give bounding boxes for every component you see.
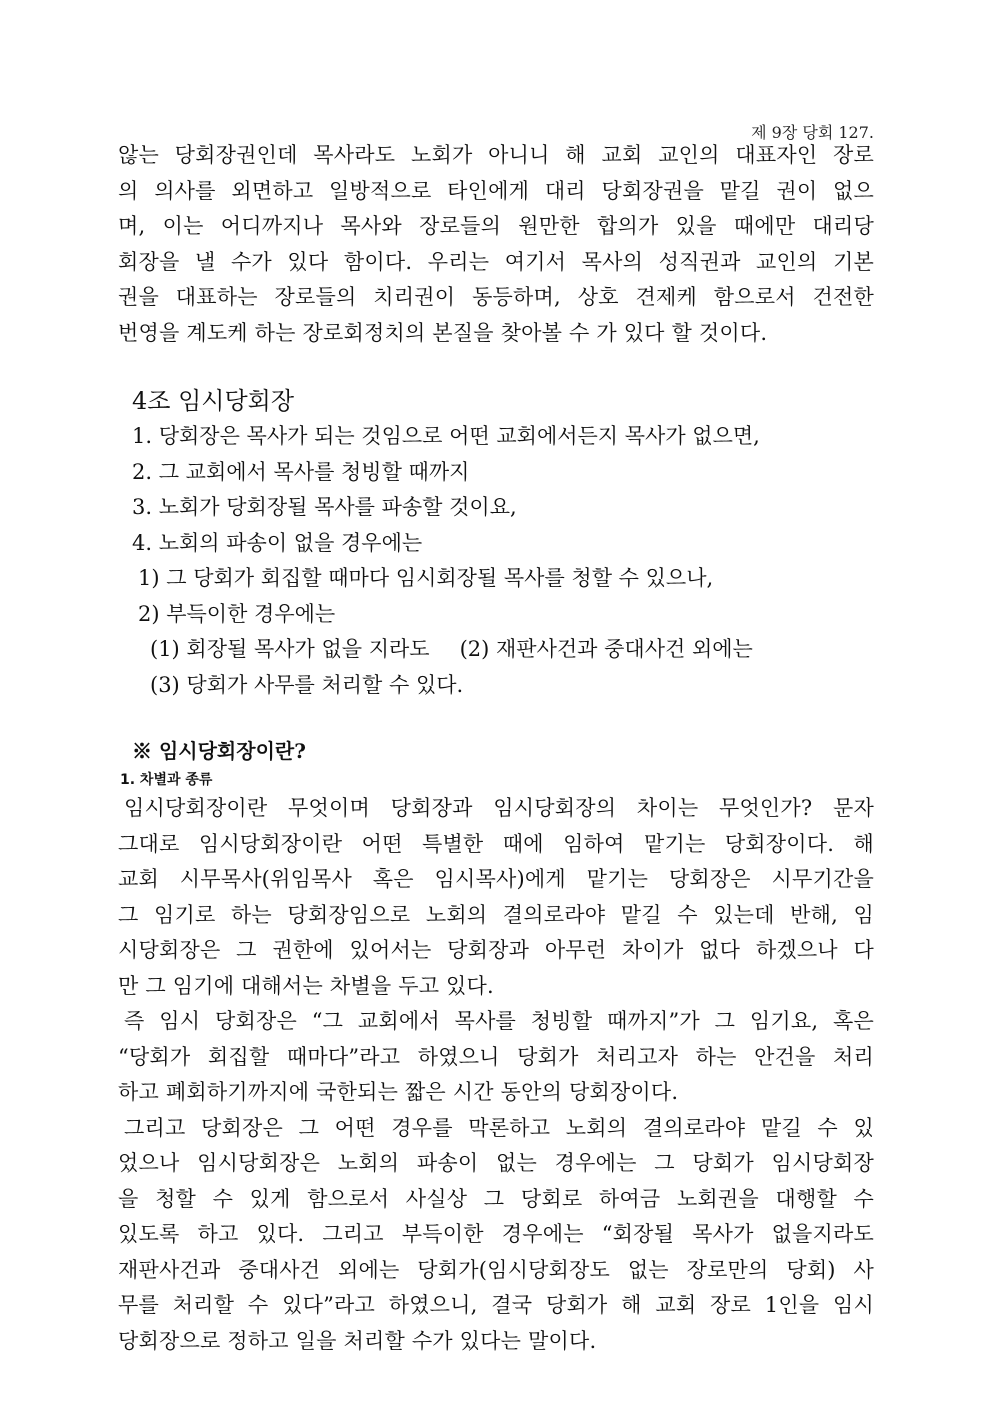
note-title: ※ 임시당회장이란? <box>132 739 306 763</box>
text-line: 그리고 당회장은 그 어떤 경우를 막론하고 노회의 결의로라야 맡길 수 있 <box>124 1115 874 1140</box>
list-item: 4. 노회의 파송이 없을 경우에는 <box>132 530 423 555</box>
page-header: 제 9장 당회 127. <box>751 123 874 142</box>
list-item: 1. 당회장은 목사가 되는 것임으로 어떤 교회에서든지 목사가 없으면, <box>132 424 760 448</box>
text-line: 하고 폐회하기까지에 국한되는 짧은 시간 동안의 당회장이다. <box>118 1080 679 1104</box>
text-line: 재판사건과 중대사건 외에는 당회가(임시당회장도 없는 장로만의 당회) 사 <box>118 1257 874 1282</box>
text-line: 의 의사를 외면하고 일방적으로 타인에게 대리 당회장권을 맡길 권이 없으 <box>118 178 874 203</box>
list-subitem: (1) 회장될 목사가 없을 지라도 <box>150 637 430 661</box>
intro-paragraph <box>118 138 874 351</box>
text-line: 시당회장은 그 권한에 있어서는 당회장과 아무런 차이가 없다 하겠으나 다 <box>118 938 874 962</box>
text-line: 었으나 임시당회장은 노회의 파송이 없는 경우에는 그 당회가 임시당회장 <box>118 1151 874 1175</box>
text-line: 번영을 계도케 하는 장로회정치의 본질을 찾아볼 수 가 있다 할 것이다. <box>118 320 768 345</box>
page-body <box>118 138 874 1359</box>
text-line: “당회가 회집할 때마다”라고 하였으니 당회가 처리고자 하는 안건을 처리 <box>118 1044 874 1069</box>
text-line: 즉 임시 당회장은 “그 교회에서 목사를 청빙할 때까지”가 그 임기요, 혹은 <box>124 1009 874 1033</box>
note-subtitle: 1. 차별과 종류 <box>120 772 213 788</box>
text-line: 있도록 하고 있다. 그리고 부득이한 경우에는 “회장될 목사가 없을지라도 <box>118 1222 874 1246</box>
text-line: 만 그 임기에 대해서는 차별을 두고 있다. <box>118 973 494 998</box>
list-item-row <box>118 632 874 668</box>
text-line: 무를 처리할 수 있다”라고 하였으니, 결국 당회가 해 교회 장로 1인을 임시 <box>118 1293 874 1317</box>
note-paragraph-3 <box>118 1111 874 1360</box>
article-list <box>118 419 874 703</box>
note-paragraph-1 <box>118 791 874 1004</box>
list-item: 1) 그 당회가 회집할 때마다 임시회장될 목사를 청할 수 있으나, <box>138 566 714 590</box>
text-line: 회장을 낼 수가 있다 함이다. 우리는 여기서 목사의 성직권과 교인의 기본 <box>118 249 874 274</box>
note-paragraph-2 <box>118 1004 874 1111</box>
section-title: 4조 임시당회장 <box>132 387 295 415</box>
list-item: 3. 노회가 당회장될 목사를 파송할 것이요, <box>132 495 517 519</box>
text-line: 당회장으로 정하고 일을 처리할 수가 있다는 말이다. <box>118 1328 597 1353</box>
text-line: 권을 대표하는 장로들의 치리권이 동등하며, 상호 견제케 함으로서 건전한 <box>118 285 874 309</box>
list-subitem: (2) 재판사건과 중대사건 외에는 <box>459 637 753 661</box>
text-line: 그 임기로 하는 당회장임으로 노회의 결의로라야 맡길 수 있는데 반해, 임 <box>118 902 874 927</box>
text-line: 교회 시무목사(위임목사 혹은 임시목사)에게 맡기는 당회장은 시무기간을 <box>118 867 874 891</box>
text-line: 않는 당회장권인데 목사라도 노회가 아니니 해 교회 교인의 대표자인 장로 <box>118 143 874 167</box>
text-line: 을 청할 수 있게 함으로서 사실상 그 당회로 하여금 노회권을 대행할 수 <box>118 1186 874 1211</box>
list-item: 2) 부득이한 경우에는 <box>138 601 336 626</box>
text-line: 그대로 임시당회장이란 어떤 특별한 때에 임하여 맡기는 당회장이다. 해 <box>118 831 874 856</box>
text-line: 며, 이는 어디까지나 목사와 장로들의 원만한 합의가 있을 때에만 대리당 <box>118 214 874 238</box>
list-subitem: (3) 당회가 사무를 처리할 수 있다. <box>150 672 464 697</box>
list-item: 2. 그 교회에서 목사를 청빙할 때까지 <box>132 459 470 484</box>
text-line: 임시당회장이란 무엇이며 당회장과 임시당회장의 차이는 무엇인가? 문자 <box>124 796 874 820</box>
